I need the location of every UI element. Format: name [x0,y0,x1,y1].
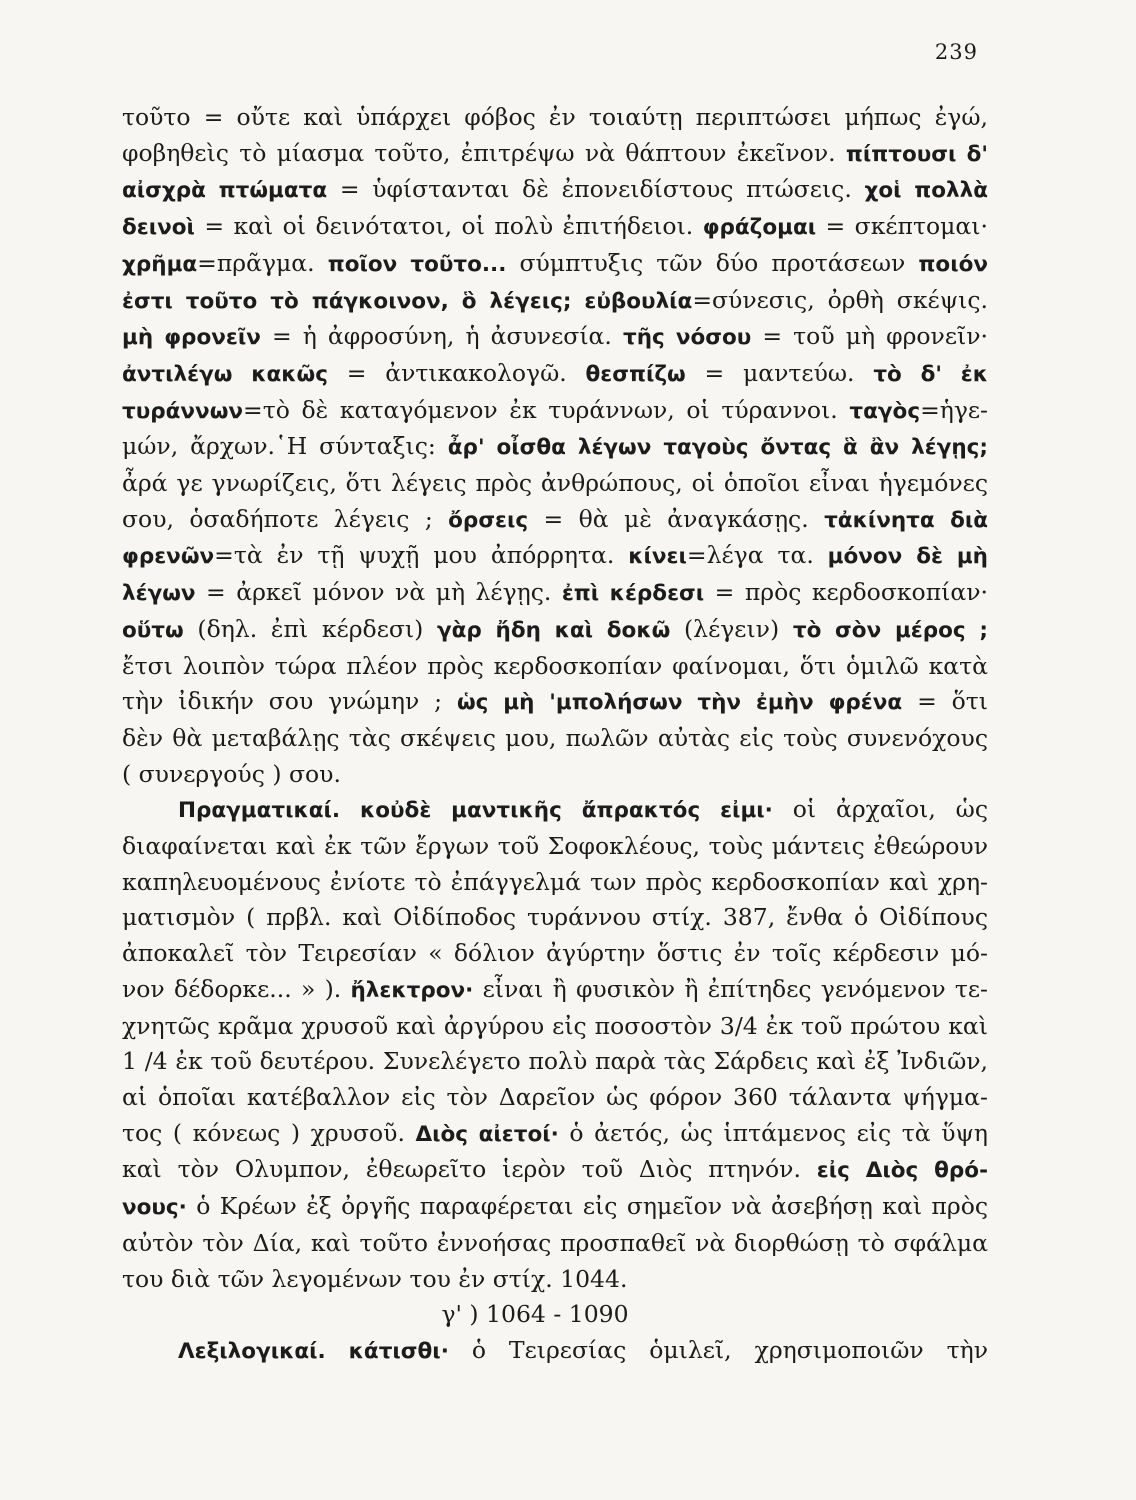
text-line [122,684,988,721]
text-run: τοῦτο = οὔτε καὶ ὑπάρχει φόβος ἐν τοιαύτῃ περιπτώσει μήπως ἐγώ, [122,103,988,131]
text-line [122,972,988,1009]
text-run: (δηλ. ἐπὶ κέρδεσι) [183,614,437,643]
text-run: 1 /4 ἐκ τοῦ δευτέρου. Συνελέγετο πολὺ παρὰ τὰς Σάρδεις καὶ ἐξ Ἰνδιῶν, [122,1047,988,1076]
bold-term: ταγὸς [849,398,921,424]
text-run: ἔτσι λοιπὸν τώρα πλέον πρὸς κερδοσκοπίαν φαίνομαι, ὅτι ὁμιλῶ κατὰ [122,651,988,680]
bold-term: δεινοὶ [122,215,195,241]
text-line [122,319,988,356]
text-line [122,575,988,612]
text-line [122,429,988,466]
text-line [122,538,988,575]
text-line [122,1009,988,1045]
bold-term: μὴ φρονεῖν [122,325,261,351]
bold-term: κίνει [628,544,687,570]
bold-term: ἐστι τοῦτο τὸ πάγκοινον, ὃ λέγεις; εὐβουλία [122,288,693,314]
text-run: = ἡ ἀφροσύνη, ἡ ἀσυνεσία. [260,322,623,351]
text-run: διαφαίνεται καὶ ἐκ τῶν ἔργων τοῦ Σοφοκλέους, τοὺς μάντεις ἐθεώρουν [122,832,988,861]
text-run: ὁ Κρέων ἐξ ὀργῆς παραφέρεται εἰς σημεῖον νὰ ἀσεβήσῃ καὶ πρὸς [186,1192,988,1221]
bold-term: εἰς Διὸς θρό- [816,1158,989,1184]
text-run: =πρᾶγμα. [197,248,328,277]
text-run: =τὰ ἐν τῇ ψυχῇ μου ἀπόρρητα. [214,541,629,570]
text-run: = ἀντικακολογῶ. [327,358,586,387]
text-run: του διὰ τῶν λεγομένων του ἐν στίχ. 1044. [122,1264,628,1293]
text-line [122,900,988,936]
text-line [122,246,988,283]
text-run: χνητῶς κρᾶμα χρυσοῦ καὶ ἀργύρου εἰς ποσοστὸν 3/4 ἐκ τοῦ πρώτου καὶ [122,1011,988,1040]
bold-term: Πραγματικαί. κοὐδὲ μαντικῆς ἄπρακτός εἰμι· [178,798,773,824]
text-run: (λέγειν) [670,614,793,643]
bold-term: Διὸς αἰετοί· [415,1121,559,1147]
bold-term: ἤλεκτρον· [350,977,474,1003]
text-line [122,209,988,246]
text-run: σου, ὁσαδήποτε λέγεις ; [122,504,449,533]
text-line [122,356,988,393]
bold-term: Λεξιλογικαί. κάτισθι· [178,1338,449,1364]
bold-term: τὸ σὸν μέρος ; [792,617,988,643]
text-run: καπηλευομένους ἐνίοτε τὸ ἐπάγγελμά των πρὸς κερδοσκοπίαν καὶ χρη- [122,867,988,896]
bold-term: ἐπὶ κέρδεσι [561,581,705,607]
bold-term: μόνον δὲ μὴ [827,544,988,570]
text-line [122,136,988,173]
text-line [122,757,988,793]
bold-term: ἀντιλέγω κακῶς [122,361,328,387]
text-line [122,1116,988,1153]
text-body [122,100,988,1370]
bold-term: τυράννων [122,398,244,424]
text-run: =τὸ δὲ καταγόμενον ἐκ τυράννων, οἱ τύραννοι. [243,395,850,424]
bold-term: χρῆμα [122,251,198,277]
bold-term: νους· [122,1195,187,1221]
bold-term: λέγων [122,581,196,607]
text-run: =λέγα τα. [686,541,828,570]
text-run: ματισμὸν ( πρβλ. καὶ Οἰδίποδος τυράννου στίχ. 387, ἔνθα ὁ Οἰδίπους [122,903,988,932]
bold-term: φρενῶν [122,544,215,570]
text-run: =ἡγε- [920,395,988,424]
text-run: νον δέδορκε... » ). [122,974,351,1003]
bold-term: ἆρ' οἶσθα λέγων ταγοὺς ὄντας ἃ ἂν λέγῃς; [447,435,988,461]
text-line [122,865,988,901]
bold-term: ποιόν [918,251,988,277]
text-line [122,721,988,757]
text-run: καὶ τὸν Ολυμπον, ἐθεωρεῖτο ἱερὸν τοῦ Διὸς πτηνόν. [122,1155,817,1184]
text-run: αὐτὸν τὸν Δία, καὶ τοῦτο ἐννοήσας προσπαθεῖ νὰ διορθώσῃ τὸ σφάλμα [122,1228,988,1257]
text-run: ἀποκαλεῖ τὸν Τειρεσίαν « δόλιον ἀγύρτην ὅστις ἐν τοῖς κέρδεσιν μό- [122,939,988,968]
text-line [122,829,988,865]
bold-term: ὄρσεις [448,507,529,533]
text-run: = ἀρκεῖ μόνον νὰ μὴ λέγῃς. [195,578,562,607]
text-line [122,100,988,136]
paragraph-lexical-notes [122,1333,988,1370]
text-line [122,466,988,502]
bold-term: γὰρ ἤδη καὶ δοκῶ [437,617,671,643]
bold-term: ποῖον τοῦτο... [327,251,507,277]
bold-term: πίπτουσι δ' [845,141,988,167]
text-run: σύμπτυξις τῶν δύο προτάσεων [506,248,919,277]
bold-term: οὕτω [122,617,184,643]
text-line [122,792,988,829]
text-run: ἆρά γε γνωρίζεις, ὅτι λέγεις πρὸς ἀνθρώπους, οἱ ὁποῖοι εἶναι ἡγεμόνες [122,469,988,498]
bold-term: τῆς νόσου [622,325,752,351]
text-run: τος ( κόνεως ) χρυσοῦ. [122,1118,416,1147]
text-run: οἱ ἀρχαῖοι, ὡς [772,795,988,824]
text-line [122,649,988,685]
text-run: ὁ Τειρεσίας ὁμιλεῖ, χρησιμοποιῶν τὴν [448,1335,988,1364]
text-run: εἶναι ἢ φυσικὸν ἢ ἐπίτηδες γενόμενον τε- [473,974,988,1003]
page-number: 239 [934,40,978,64]
text-run: μών, ἄρχων.῾Η σύνταξις: [122,432,448,461]
text-run: =σύνεσις, ὀρθὴ σκέψις. [692,285,988,314]
bold-term: θεσπίζω [585,361,686,387]
text-run: δὲν θὰ μεταβάλῃς τὰς σκέψεις μου, πωλῶν αὐτὰς εἰς τοὺς συνενόχους [122,723,988,752]
text-run: = καὶ οἱ δεινότατοι, οἱ πολὺ ἐπιτήδειοι. [194,212,703,241]
text-run: = θὰ μὲ ἀναγκάσῃς. [528,504,825,533]
text-line [122,172,988,209]
text-line [122,283,988,320]
text-run: = ὑφίστανται δὲ ἐπονειδίστους πτώσεις. [327,175,865,204]
text-run: = τοῦ μὴ φρονεῖν· [751,322,988,351]
bold-term: ὡς μὴ 'μπολήσων τὴν ἐμὴν φρένα [456,690,903,716]
bold-term: φράζομαι [702,215,817,241]
text-run: αἱ ὁποῖαι κατέβαλλον εἰς τὸν Δαρεῖον ὡς φόρον 360 τάλαντα ψήγμα- [122,1082,988,1111]
text-run: = σκέπτομαι· [816,212,988,241]
text-run: φοβηθεὶς τὸ μίασμα τοῦτο, ἐπιτρέψω νὰ θάπτουν ἐκεῖνον. [122,138,846,167]
paragraph-commentary [122,100,988,792]
text-line [122,612,988,649]
text-run: ( συνεργούς ) σου. [122,759,341,788]
bold-term: τἀκίνητα διὰ [824,507,988,533]
text-run: ὁ ἀετός, ὡς ἱπτάμενος εἰς τὰ ὕψη [558,1118,989,1147]
text-line [122,393,988,430]
text-line [122,502,988,539]
text-run: = ὅτι [902,687,989,716]
bold-term: τὸ δ' ἐκ [873,361,988,387]
text-run: τὴν ἰδικήν σου γνώμην ; [122,687,457,716]
text-run: = μαντεύω. [685,358,874,387]
text-line [122,1080,988,1116]
text-line [122,1044,988,1080]
bold-term: αἰσχρὰ πτώματα [122,178,328,204]
text-line [122,1262,988,1298]
text-line [122,1189,988,1226]
text-line [122,1333,988,1370]
bold-term: χοἱ πολλὰ [864,178,988,204]
text-line [122,936,988,972]
paragraph-factual-notes [122,792,988,1297]
text-line [122,1152,988,1189]
section-heading: γ' ) 1064 - 1090 [441,1300,629,1329]
text-line [122,1226,988,1262]
text-run: = πρὸς κερδοσκοπίαν· [704,578,988,607]
